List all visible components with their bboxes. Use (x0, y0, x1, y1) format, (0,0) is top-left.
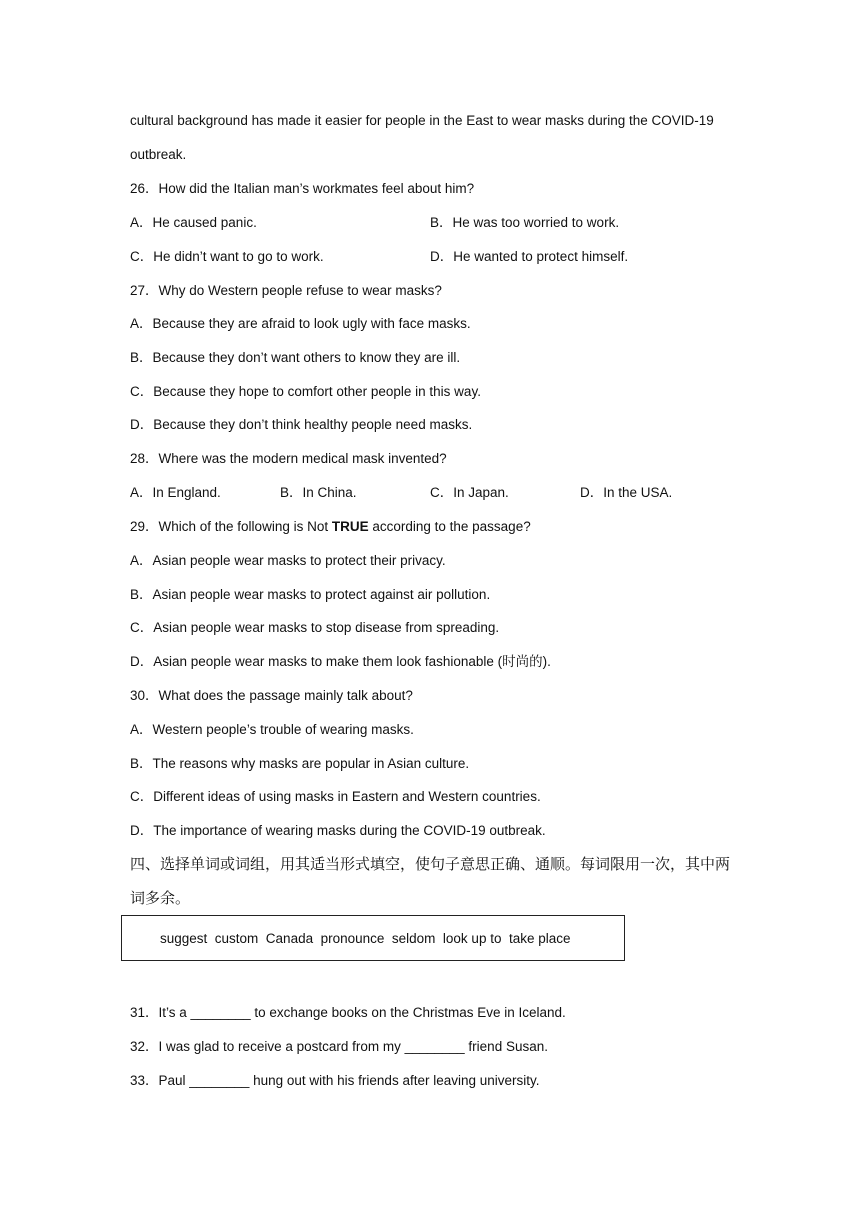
question-29-stem-post: according to the passage? (368, 519, 531, 534)
section-4-heading: 四、选择单词或词组，用其适当形式填空，使句子意思正确、通顺。每词限用一次，其中两 (130, 855, 731, 873)
question-28-option-d: D．In the USA. (580, 485, 673, 500)
question-28-stem: 28．Where was the modern medical mask invented? (130, 451, 447, 466)
question-26-option-d: D．He wanted to protect himself. (430, 249, 629, 264)
question-29-option-c: C．Asian people wear masks to stop disease from spreading. (130, 620, 500, 635)
question-26-option-a: A．He caused panic. (130, 215, 257, 230)
question-30-option-d: D．The importance of wearing masks during the COVID-19 outbreak. (130, 823, 546, 838)
question-29-stem-pre: 29．Which of the following is Not (130, 519, 332, 534)
question-29-stem-bold: TRUE (331, 519, 369, 534)
question-28-option-a: A．In England. (130, 485, 221, 500)
question-29-stem (130, 518, 531, 536)
question-26-option-c: C．He didn’t want to go to work. (130, 249, 324, 264)
question-28-option-c: C．In Japan. (430, 485, 509, 500)
question-31: 31．It’s a ________ to exchange books on the Christmas Eve in Iceland. (130, 1005, 566, 1020)
section-4-heading-cont: 词多余。 (130, 889, 191, 907)
passage-text: outbreak. (130, 147, 187, 162)
passage-text: cultural background has made it easier for people in the East to wear masks during the COVID-19 (130, 113, 714, 128)
question-33: 33．Paul ________ hung out with his friends after leaving university. (130, 1073, 540, 1088)
question-32: 32．I was glad to receive a postcard from my ________ friend Susan. (130, 1039, 548, 1054)
question-27-option-b: B．Because they don’t want others to know they are ill. (130, 350, 461, 365)
question-26-option-b: B．He was too worried to work. (430, 215, 620, 230)
question-30-stem: 30．What does the passage mainly talk about? (130, 688, 413, 703)
question-29-option-b: B．Asian people wear masks to protect against air pollution. (130, 587, 491, 602)
question-27-option-d: D．Because they don’t think healthy people need masks. (130, 417, 473, 432)
question-27-option-a: A．Because they are afraid to look ugly with face masks. (130, 316, 471, 331)
question-29-option-d: D．Asian people wear masks to make them look fashionable (时尚的). (130, 654, 551, 669)
question-28-option-b: B．In China. (280, 485, 357, 500)
question-27-stem: 27．Why do Western people refuse to wear masks? (130, 283, 442, 298)
question-30-option-b: B．The reasons why masks are popular in Asian culture. (130, 756, 470, 771)
question-26-stem: 26．How did the Italian man’s workmates feel about him? (130, 181, 475, 196)
question-27-option-c: C．Because they hope to comfort other people in this way. (130, 384, 481, 399)
word-bank-list: suggest custom Canada pronounce seldom look up to take place (160, 931, 571, 946)
question-29-option-a: A．Asian people wear masks to protect their privacy. (130, 553, 446, 568)
word-bank-box (121, 915, 625, 961)
question-30-option-c: C．Different ideas of using masks in Eastern and Western countries. (130, 789, 541, 804)
question-30-option-a: A．Western people’s trouble of wearing masks. (130, 722, 414, 737)
